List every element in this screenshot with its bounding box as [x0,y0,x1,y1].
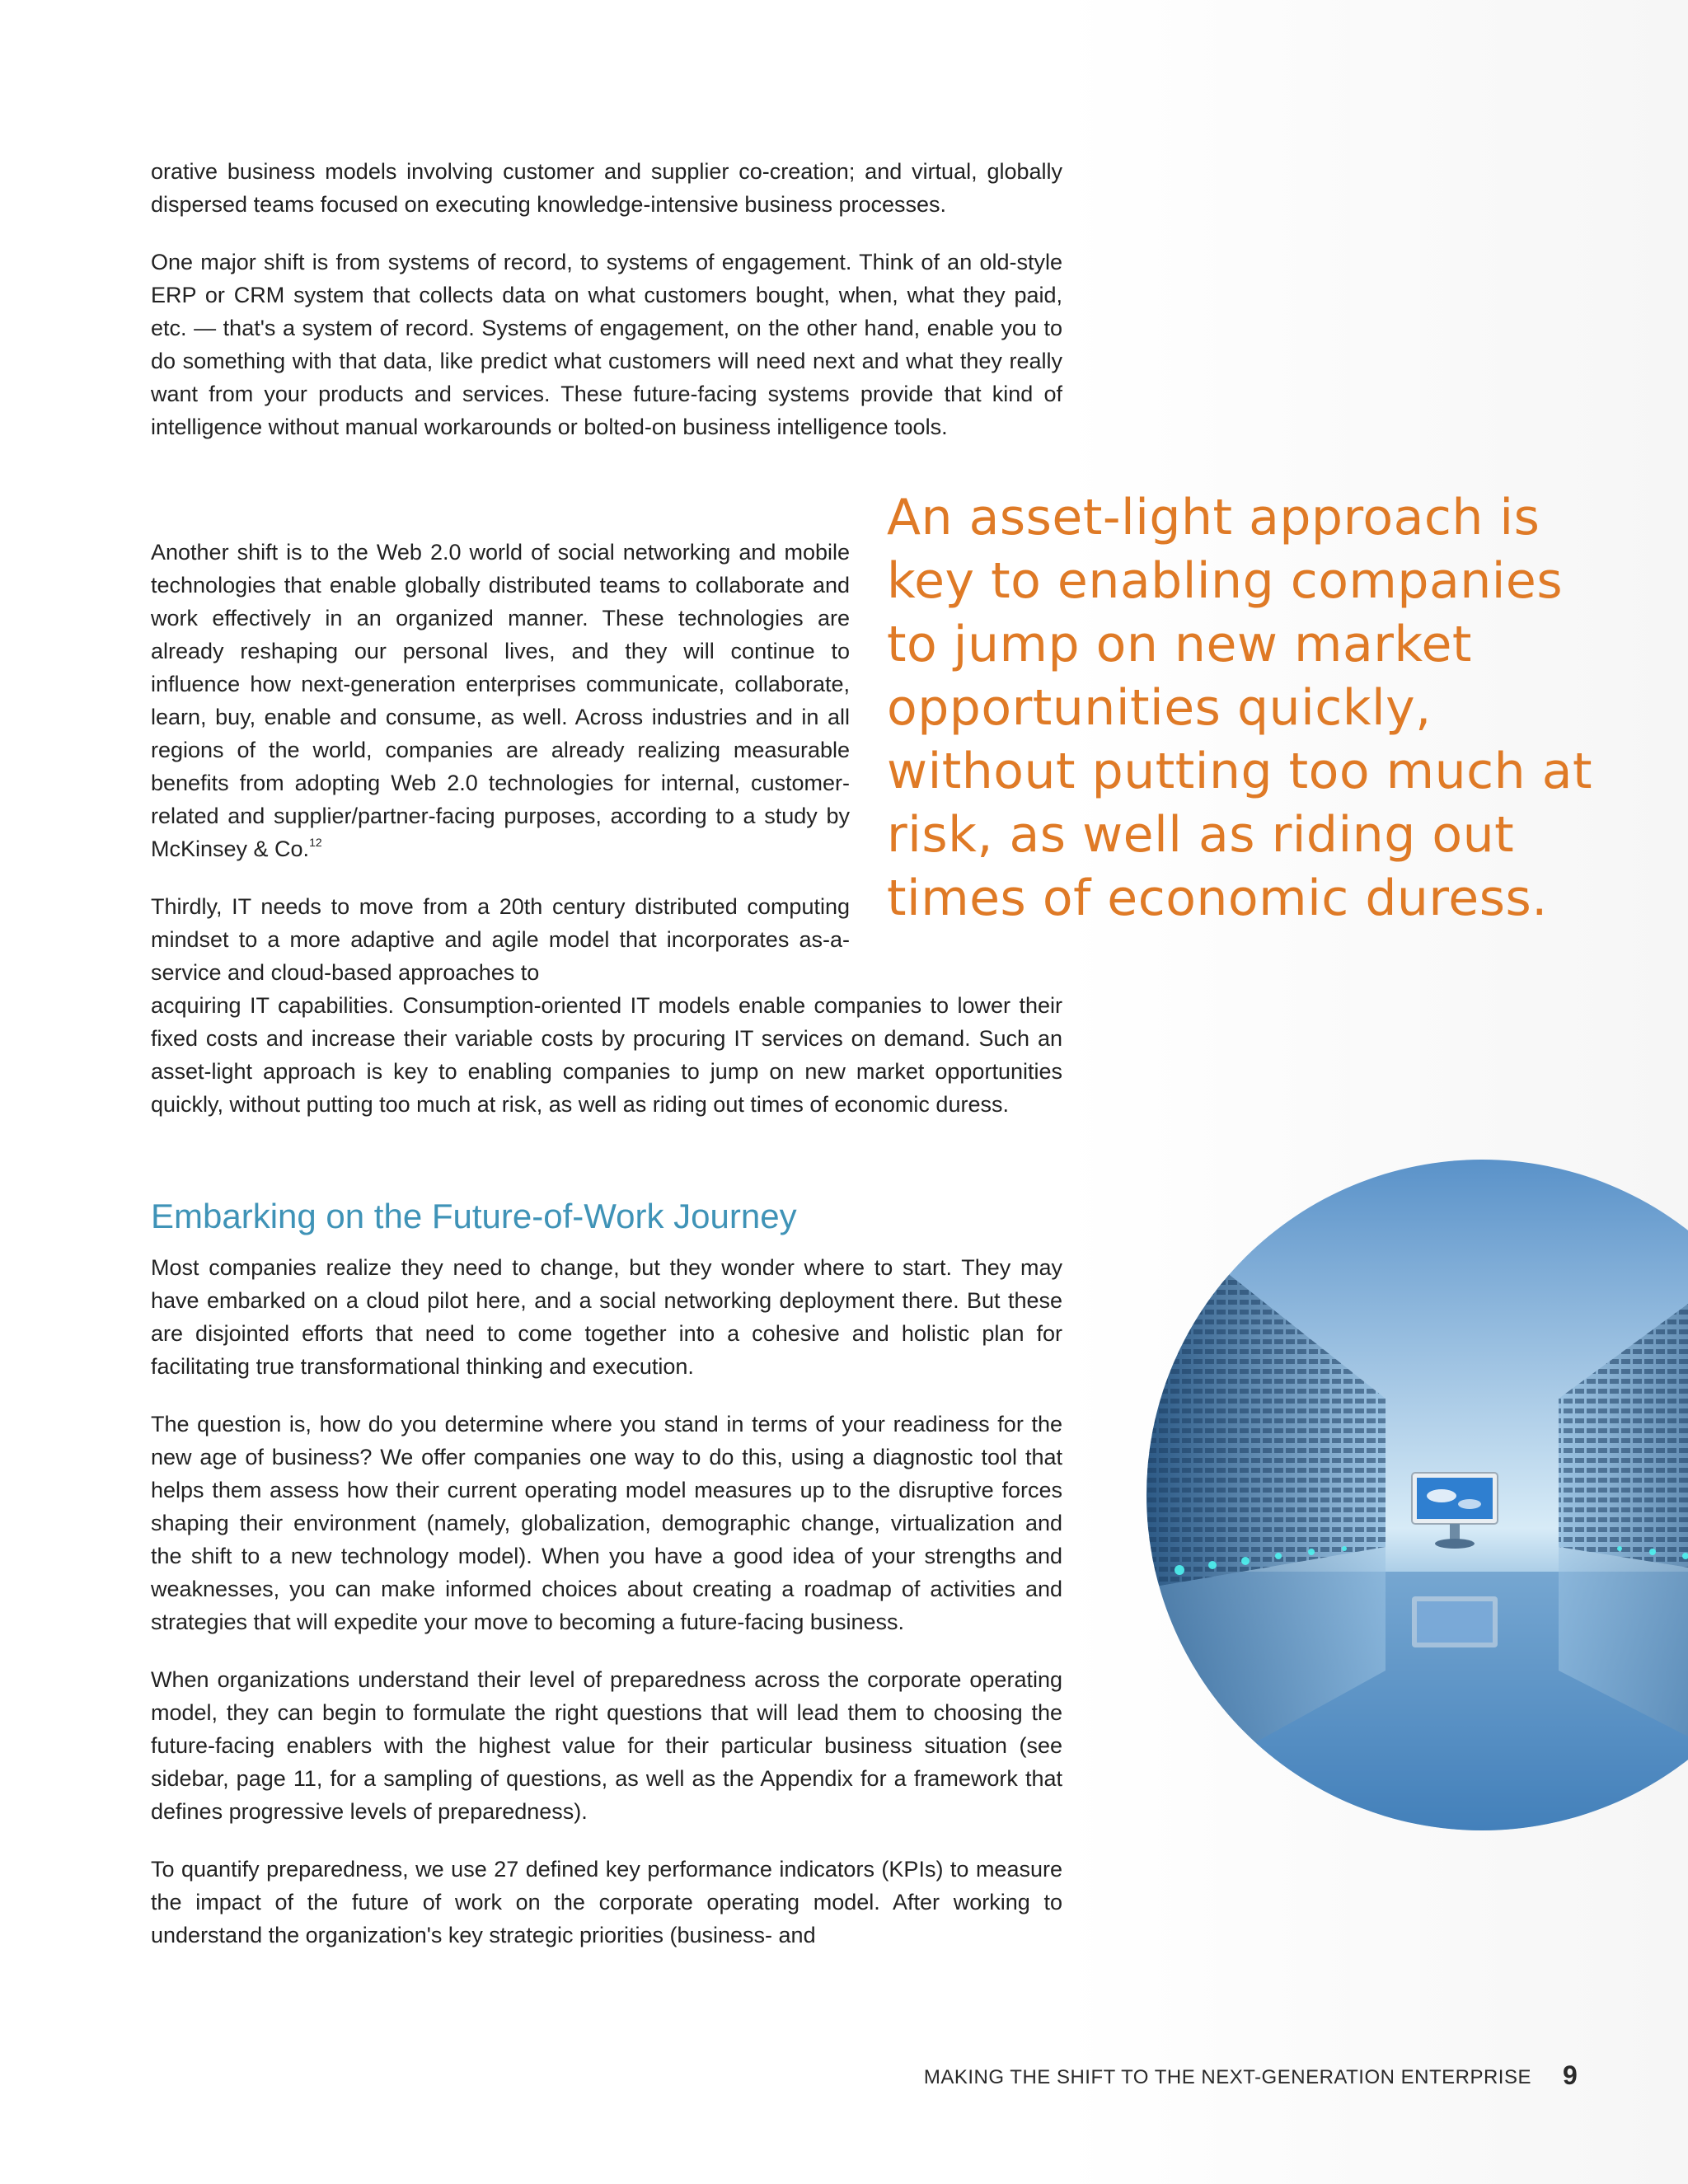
page-background-shade [1063,0,1688,2184]
paragraph: Most companies realize they need to change, but they wonder where to start. They may have embarked on a cloud pilot here, and a social networking deployment there. But these are disjointed efforts that need to come together into a cohesive and holistic plan for facilitating true transformational thinking and execution. [151,1255,1062,1379]
paragraph-text: Another shift is to the Web 2.0 world of social networking and mobile technologies that enable globally distributed teams to collaborate and work effectively in an organized manner. These technologies are already reshaping our personal lives, and they will continue to influence how next-generation enterprises communicate, collaborate, learn, buy, enable and consume, as well. Across industries and in all regions of the world, companies are already realizing measurable benefits from adopting Web 2.0 technologies for internal, customer-related and supplier/partner-facing purposes, according to a study by McKinsey & Co. [151,540,850,861]
running-footer-title: MAKING THE SHIFT TO THE NEXT-GENERATION ENTERPRISE [923,2066,1531,2088]
page-number: 9 [1563,2060,1578,2090]
paragraph-wide-part: acquiring IT capabilities. Consumption-oriented IT models enable companies to lower their fixed costs and increase their variable costs by procuring IT services on demand. Such an asset-light approach is key to enabling companies to jump on new market opportunities quickly, without putting too much at risk, as well as riding out times of economic duress. [151,993,1062,1117]
paragraph: When organizations understand their level of preparedness across the corporate operating model, they can begin to formulate the right questions that will lead them to choosing the future-facing enablers with the highest value for their particular business situation (see sidebar, page 11, for a sampling of questions, as well as the Appendix for a framework that defines progressive levels of preparedness). [151,1667,1062,1824]
paragraph-narrow-part: Thirdly, IT needs to move from a 20th century distributed computing mindset to a more adaptive and agile model that incorporates as-a-service and cloud-based approaches to [151,894,850,985]
footnote-marker: 12 [309,836,322,849]
body-column-bottom [151,1251,1062,1952]
body-column-top [151,155,1062,443]
section-heading: Embarking on the Future-of-Work Journey [151,1197,797,1235]
pull-quote: An asset-light approach is key to enabling companies to jump on new market opportunities quickly, without putting too much at risk, as well as riding out times of economic duress. [887,489,1593,927]
paragraph: The question is, how do you determine where you stand in terms of your readiness for the new age of business? We offer companies one way to do this, using a diagnostic tool that helps them assess how their current operating model measures up to the disruptive forces shaping their environment (namely, globalization, demographic change, virtualization and the shift to a new technology model). When you have a good idea of your strengths and weaknesses, you can make informed choices about creating a roadmap of activities and strategies that will expedite your move to becoming a future-facing business. [151,1412,1062,1634]
paragraph: orative business models involving customer and supplier co-creation; and virtual, globally dispersed teams focused on executing knowledge-intensive business processes. [151,159,1062,217]
paragraph [151,536,850,865]
paragraph: One major shift is from systems of record, to systems of engagement. Think of an old-style ERP or CRM system that collects data on what customers bought, when, what they paid, etc. — that's a system of record. Systems of engagement, on the other hand, enable you to do something with that data, like predict what customers will need next and what they really want from your products and services. These future-facing systems provide that kind of intelligence without manual workarounds or bolted-on business intelligence tools. [151,250,1062,439]
paragraph: To quantify preparedness, we use 27 defined key performance indicators (KPIs) to measure the impact of the future of work on the corporate operating model. After working to understand the organization's key strategic priorities (business- and [151,1857,1062,1947]
